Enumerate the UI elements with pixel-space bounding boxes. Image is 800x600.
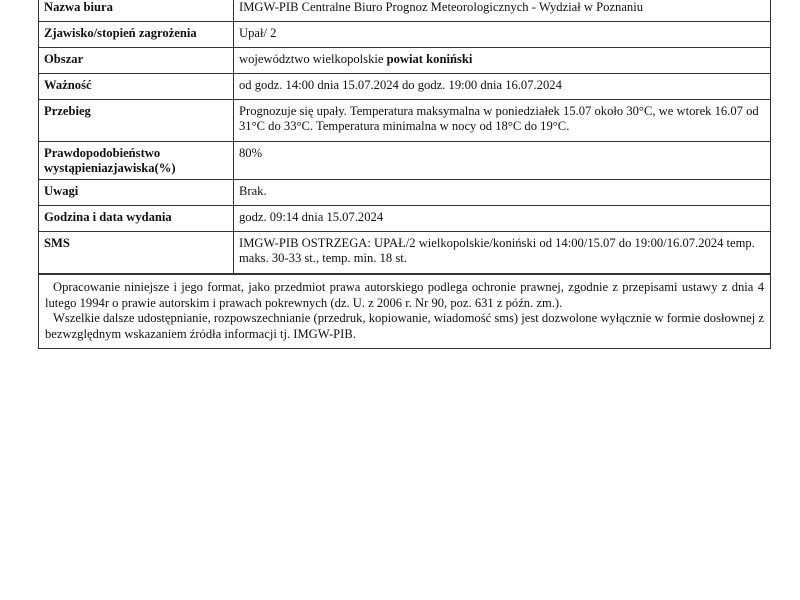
row-value-sms: IMGW-PIB OSTRZEGA: UPAŁ/2 wielkopolskie/koniński od 14:00/15.07 do 19:00/16.07.2024 temp. maks. 30-33 st., temp. min. 18 st. xyxy=(234,232,771,274)
row-label-probability: Prawdopodobieństwo wystąpieniazjawiska(%) xyxy=(39,142,234,180)
copyright-paragraph: Opracowanie niniejsze i jego format, jako przedmiot prawa autorskiego podlega ochronie prawnej, zgodnie z przepisami ustawy z dnia 4 lutego 1994r o prawie autorskim i prawach pokrewnych (dz. U. z 2006 r. Nr 90, poz. 631 z późn. zm.). xyxy=(45,280,764,310)
warning-document xyxy=(38,0,771,349)
table-row xyxy=(39,100,770,142)
warning-table xyxy=(39,0,770,274)
row-value-course: Prognozuje się upały. Temperatura maksymalna w poniedziałek 15.07 około 30°C, we wtorek 16.07 od 31°C do 33°C. Temperatura minimalna w nocy od 18°C do 19°C. xyxy=(234,100,771,142)
table-row xyxy=(39,206,770,232)
row-label-issue-time: Godzina i data wydania xyxy=(39,206,234,232)
table-row xyxy=(39,48,770,74)
row-label-area: Obszar xyxy=(39,48,234,74)
area-voivodeship: województwo wielkopolskie xyxy=(239,52,387,66)
row-value-issue-time: godz. 09:14 dnia 15.07.2024 xyxy=(234,206,771,232)
table-row xyxy=(39,22,770,48)
distribution-paragraph: Wszelkie dalsze udostępnianie, rozpowszechnianie (przedruk, kopiowanie, wiadomość sms) jest dozwolone wyłącznie w formie dosłownej z bezwzględnym wskazaniem źródła informacji tj. IMGW-PIB. xyxy=(45,311,764,341)
row-label-remarks: Uwagi xyxy=(39,180,234,206)
row-value-office: IMGW-PIB Centralne Biuro Prognoz Meteorologicznych - Wydział w Poznaniu xyxy=(234,0,771,22)
table-row xyxy=(39,74,770,100)
table-row xyxy=(39,0,770,22)
table-row xyxy=(39,142,770,180)
row-value-phenomenon: Upał/ 2 xyxy=(234,22,771,48)
row-label-course: Przebieg xyxy=(39,100,234,142)
area-county: powiat koniński xyxy=(386,52,473,66)
row-label-sms: SMS xyxy=(39,232,234,274)
row-label-phenomenon: Zjawisko/stopień zagrożenia xyxy=(39,22,234,48)
table-row xyxy=(39,232,770,274)
row-value-validity: od godz. 14:00 dnia 15.07.2024 do godz. 19:00 dnia 16.07.2024 xyxy=(234,74,771,100)
row-value-remarks: Brak. xyxy=(234,180,771,206)
row-label-validity: Ważność xyxy=(39,74,234,100)
row-value-area xyxy=(234,48,771,74)
row-label-office: Nazwa biura xyxy=(39,0,234,22)
table-row xyxy=(39,180,770,206)
copyright-note xyxy=(39,274,770,348)
row-value-probability: 80% xyxy=(234,142,771,180)
